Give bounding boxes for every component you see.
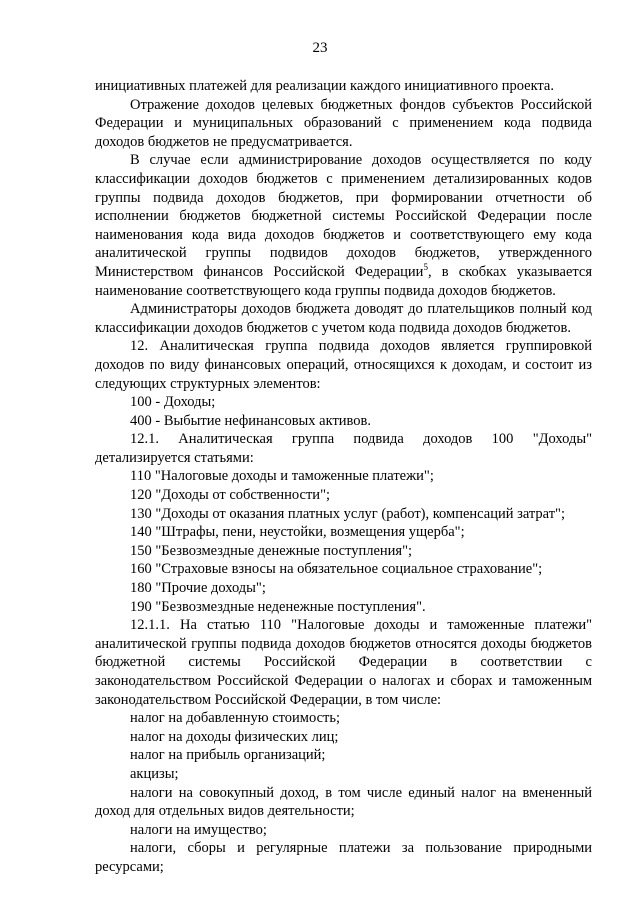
paragraph: 12.1. Аналитическая группа подвида доходов 100 "Доходы" детализируется статьями: [95,431,592,466]
list-item: 100 - Доходы; [130,394,216,411]
page-number: 23 [312,40,328,56]
list-item: налог на прибыль организаций; [130,747,326,764]
paragraph: налоги, сборы и регулярные платежи за пользование природными ресурсами; [95,840,592,875]
list-item: акцизы; [130,765,179,782]
paragraph: Отражение доходов целевых бюджетных фондов субъектов Российской Федерации и муниципальных образований с применением кода подвида доходов бюджетов не предусматривается. [95,96,592,150]
paragraph: инициативных платежей для реализации каждого инициативного проекта. [95,78,554,94]
paragraph: 12.1.1. На статью 110 "Налоговые доходы и таможенные платежи" аналитической группы подвида доходов бюджетов относятся доходы бюджетов бюджетной системы Российской Федерации в соответствии с законодательством Российской Федерации о налогах и сборах и таможенным законодательством Российской Федерации, в том числе: [95,617,592,708]
list-item: 130 "Доходы от оказания платных услуг (работ), компенсаций затрат"; [130,505,565,522]
list-item: налог на добавленную стоимость; [130,710,340,727]
list-item: 160 "Страховые взносы на обязательное социальное страхование"; [130,561,543,578]
footnote-ref: 5 [423,262,428,273]
list-item: 110 "Налоговые доходы и таможенные платежи"; [130,468,434,485]
paragraph: налоги на совокупный доход, в том числе единый налог на вмененный доход для отдельных видов деятельности; [95,784,592,820]
list-item: 140 "Штрафы, пени, неустойки, возмещения ущерба"; [130,524,465,541]
list-item: 190 "Безвозмездные неденежные поступления". [130,598,426,615]
list-item: 120 "Доходы от собственности"; [130,487,331,504]
paragraph: В случае если администрирование доходов осуществляется по коду классификации доходов бюджетов с применением детализированных кодов группы подвида доходов бюджетов, при формировании отчетности об исполнении бюджетов бюджетной системы Российской Федерации после наименования кода вида доходов бюджетов и соответствующего ему кода аналитической группы подвидов доходов бюджетов, утвержденного Министерством финансов Российской Федерации$^5$, в скобках указывается наименование соответствующего кода группы подвида доходов бюджетов. [95,152,592,299]
list-item: 150 "Безвозмездные денежные поступления"; [130,542,413,559]
list-item: налог на доходы физических лиц; [130,728,339,745]
list-item: налоги на имущество; [130,821,267,838]
list-item: 400 - Выбытие нефинансовых активов. [130,412,372,429]
paragraph: 12. Аналитическая группа подвида доходов является группировкой доходов по виду финансовых операций, относящихся к доходам, и состоит из следующих структурных элементов: [95,338,592,392]
list-item: 180 "Прочие доходы"; [130,580,266,597]
paragraph: Администраторы доходов бюджета доводят до плательщиков полный код классификации доходов бюджетов с учетом кода подвида доходов бюджетов. [95,301,592,336]
document-body [95,77,592,877]
